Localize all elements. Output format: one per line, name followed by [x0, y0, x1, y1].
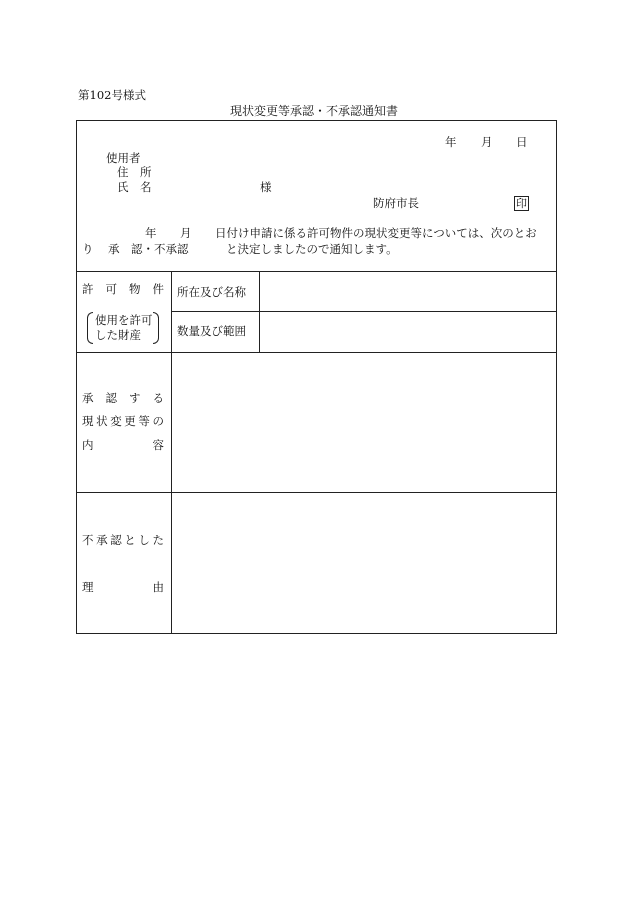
approved-label-line1: 承 認 す る [82, 391, 164, 405]
body-line2-ri: り [82, 242, 94, 256]
body-month-label: 月 [180, 226, 192, 240]
name-label: 氏 名 [117, 180, 152, 194]
divider-top [76, 271, 557, 272]
rejected-label-line1: 不 承 認 と し た [82, 533, 164, 547]
location-label: 所在及び名称 [177, 285, 246, 299]
date-year-label: 年 [445, 135, 457, 149]
form-frame [76, 120, 557, 634]
form-number: 第102号様式 [78, 88, 146, 102]
divider-label-column [171, 271, 172, 634]
approved-label-line2: 現 状 変 更 等 の [82, 414, 164, 428]
approved-label-line3: 内 容 [82, 438, 164, 452]
permit-item-label: 許 可 物 件 [82, 282, 164, 296]
body-line2-text: と決定しましたので通知します。 [226, 242, 398, 256]
divider-permit-middle [171, 311, 557, 312]
bracket-line1: 使用を許可 [95, 313, 153, 327]
approval-choice: 承 認・不承認 [108, 242, 189, 256]
form-title: 現状変更等承認・不承認通知書 [230, 104, 399, 118]
divider-permit-bottom [76, 352, 557, 353]
body-line1-text: 日付け申請に係る許可物件の現状変更等については、次のとお [215, 226, 537, 240]
rejected-label-line2: 理 由 [82, 580, 164, 594]
address-label: 住 所 [117, 165, 152, 179]
user-label: 使用者 [106, 151, 141, 165]
divider-approved-bottom [76, 492, 557, 493]
date-day-label: 日 [516, 135, 528, 149]
honorific: 様 [260, 180, 272, 194]
mayor-title: 防府市長 [373, 196, 419, 210]
date-month-label: 月 [481, 135, 493, 149]
bracket-line2: した財産 [95, 328, 141, 342]
body-year-label: 年 [145, 226, 157, 240]
seal-mark: 印 [516, 197, 527, 210]
quantity-label: 数量及び範囲 [177, 324, 246, 338]
